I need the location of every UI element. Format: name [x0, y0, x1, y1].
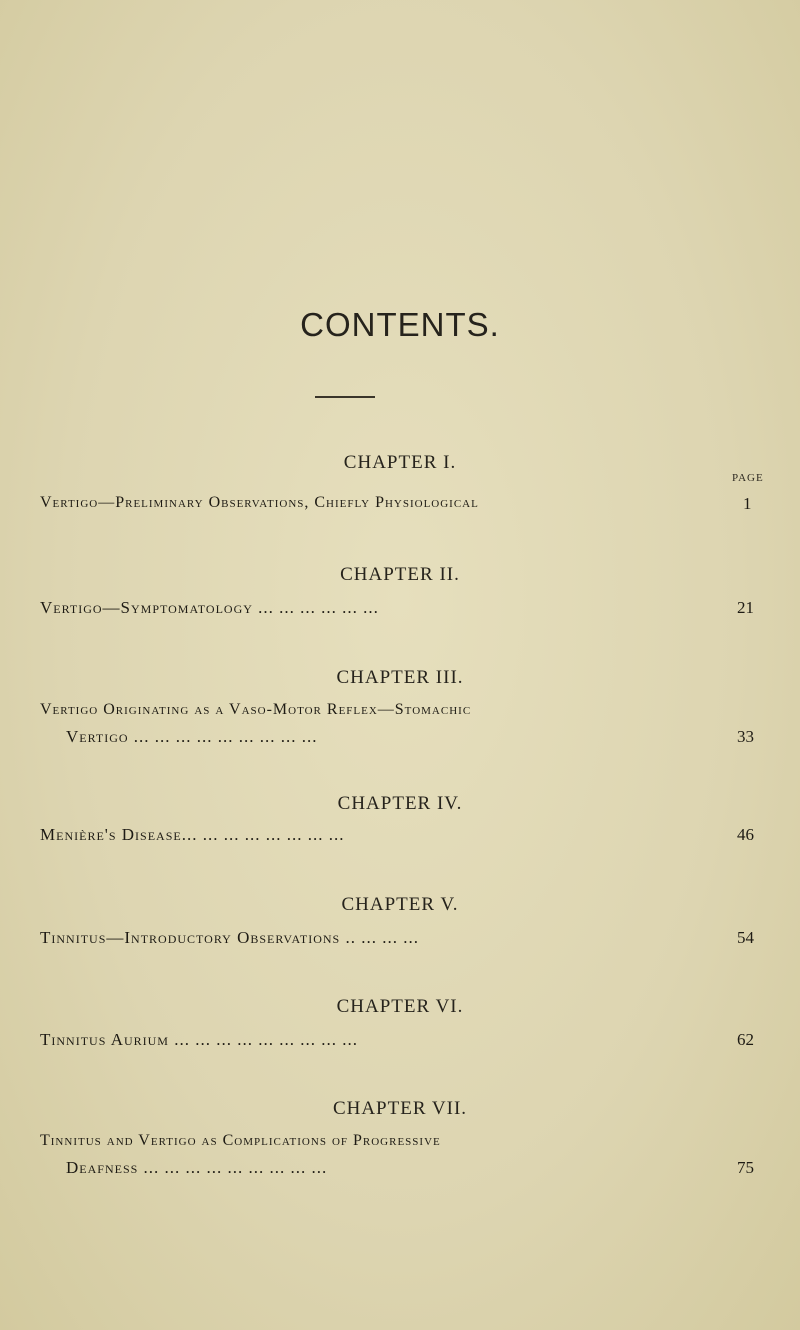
chapter-entry: Tinnitus and Vertigo as Complications of Progressive: [40, 1132, 441, 1149]
page-number: 62: [737, 1030, 754, 1049]
page-number: 54: [737, 928, 754, 947]
chapter-heading: CHAPTER II.: [340, 564, 460, 585]
page-number: 21: [737, 598, 754, 617]
page-number: 1: [743, 494, 752, 513]
chapter-entry-continued: Vertigo ... ... ... ... ... ... ... ... ...: [66, 727, 318, 746]
chapter-entry: Vertigo—Symptomatology ... ... ... ... ... ...: [40, 598, 379, 617]
chapter-heading: CHAPTER VI.: [336, 996, 464, 1017]
chapter-entry-continued: Deafness ... ... ... ... ... ... ... ... ...: [66, 1158, 328, 1177]
chapter-entry: Menière's Disease... ... ... ... ... ... ... ...: [40, 825, 345, 844]
chapter-heading: CHAPTER IV.: [337, 793, 463, 814]
page-number: 75: [737, 1158, 754, 1177]
chapter-heading: CHAPTER III.: [336, 667, 464, 688]
page-number: 46: [737, 825, 754, 844]
chapter-heading: CHAPTER V.: [341, 894, 459, 915]
chapter-entry: Vertigo—Preliminary Observations, Chiefly Physiological: [40, 494, 479, 511]
chapter-entry: Vertigo Originating as a Vaso-Motor Reflex—Stomachic: [40, 701, 472, 718]
contents-title: CONTENTS.: [300, 306, 500, 343]
title-rule: [315, 396, 375, 398]
page-column-label: PAGE: [732, 472, 764, 484]
page-number: 33: [737, 727, 754, 746]
chapter-entry: Tinnitus—Introductory Observations .. ... ... ...: [40, 928, 419, 947]
chapter-heading: CHAPTER VII.: [332, 1098, 468, 1119]
chapter-entry: Tinnitus Aurium ... ... ... ... ... ... ... ... ...: [40, 1030, 358, 1049]
chapter-heading: CHAPTER I.: [343, 452, 457, 473]
